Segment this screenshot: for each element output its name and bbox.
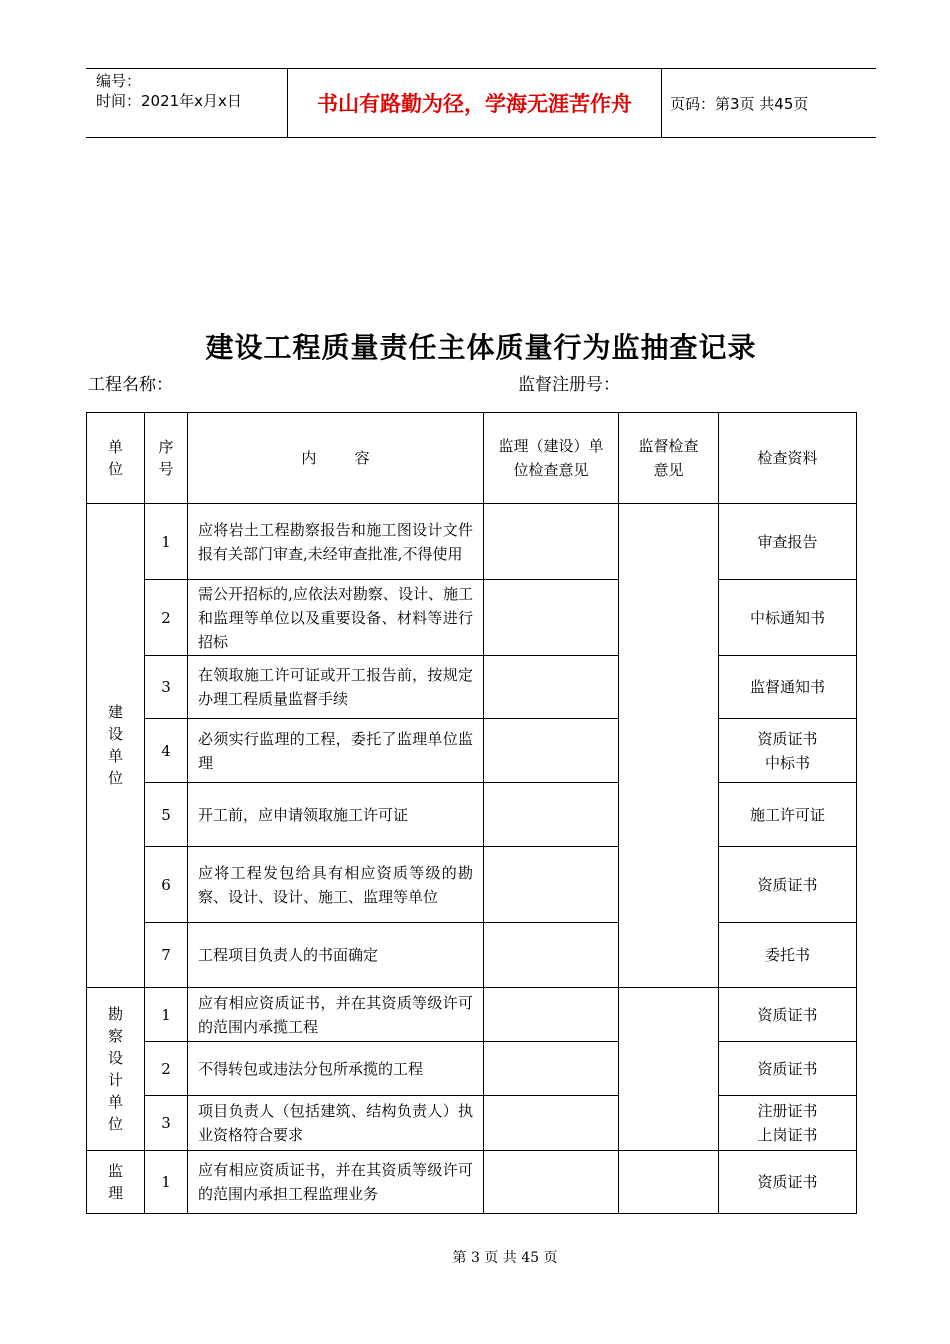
content-cell: 不得转包或违法分包所承揽的工程 <box>188 1042 484 1096</box>
table-row <box>87 1042 857 1096</box>
materials-cell: 委托书 <box>719 923 857 988</box>
table-row <box>87 847 857 923</box>
materials-cell: 注册证书 上岗证书 <box>719 1096 857 1151</box>
header-content: 内 容 <box>188 413 484 504</box>
supervisor-opinion-cell[interactable] <box>484 504 619 580</box>
supervisor-opinion-cell[interactable] <box>484 656 619 719</box>
seq-cell: 1 <box>145 988 188 1042</box>
inspection-record-table <box>86 412 857 1214</box>
supervision-number-field: 监督注册号： <box>518 375 620 395</box>
project-name-field: 工程名称： <box>88 375 173 395</box>
table-row <box>87 923 857 988</box>
table-row <box>87 504 857 580</box>
header-materials: 检查资料 <box>719 413 857 504</box>
content-cell: 应有相应资质证书，并在其资质等级许可的范围内承担工程监理业务 <box>188 1151 484 1214</box>
header-seq: 序号 <box>145 413 188 504</box>
content-cell: 应将岩土工程勘察报告和施工图设计文件报有关部门审查,未经审查批准,不得使用 <box>188 504 484 580</box>
materials-cell: 审查报告 <box>719 504 857 580</box>
table-row <box>87 988 857 1042</box>
seq-cell: 5 <box>145 783 188 847</box>
table-row <box>87 580 857 656</box>
content-cell: 需公开招标的,应依法对勘察、设计、施工和监理等单位以及重要设备、材料等进行招标 <box>188 580 484 656</box>
materials-cell: 监督通知书 <box>719 656 857 719</box>
supervisor-opinion-cell[interactable] <box>484 1151 619 1214</box>
supervisor-opinion-cell[interactable] <box>484 719 619 783</box>
seq-cell: 1 <box>145 504 188 580</box>
content-cell: 项目负责人（包括建筑、结构负责人）执业资格符合要求 <box>188 1096 484 1151</box>
content-cell: 应有相应资质证书，并在其资质等级许可的范围内承揽工程 <box>188 988 484 1042</box>
header-meta <box>96 71 286 111</box>
materials-cell: 资质证书 <box>719 847 857 923</box>
seq-cell: 2 <box>145 1042 188 1096</box>
seq-cell: 1 <box>145 1151 188 1214</box>
materials-cell: 施工许可证 <box>719 783 857 847</box>
inspection-opinion-cell[interactable] <box>619 504 719 988</box>
doc-time-label: 时间：2021年x月x日 <box>96 92 242 110</box>
document-title: 建设工程质量责任主体质量行为监抽查记录 <box>205 331 757 364</box>
header-inspection-opinion: 监督检查意见 <box>619 413 719 504</box>
content-cell: 应将工程发包给具有相应资质等级的勘察、设计、设计、施工、监理等单位 <box>188 847 484 923</box>
table-row <box>87 783 857 847</box>
materials-cell: 中标通知书 <box>719 580 857 656</box>
unit-cell-supervision: 监理 <box>87 1151 145 1214</box>
supervisor-opinion-cell[interactable] <box>484 580 619 656</box>
supervisor-opinion-cell[interactable] <box>484 1042 619 1096</box>
supervisor-opinion-cell[interactable] <box>484 923 619 988</box>
supervisor-opinion-cell[interactable] <box>484 988 619 1042</box>
seq-cell: 7 <box>145 923 188 988</box>
content-cell: 必须实行监理的工程，委托了监理单位监理 <box>188 719 484 783</box>
header-unit: 单位 <box>87 413 145 504</box>
inspection-opinion-cell[interactable] <box>619 1151 719 1214</box>
header-supervisor-opinion: 监理（建设）单位检查意见 <box>484 413 619 504</box>
unit-cell-construction: 建设单位 <box>87 504 145 988</box>
unit-cell-survey-design: 勘察设计单位 <box>87 988 145 1151</box>
seq-cell: 2 <box>145 580 188 656</box>
table-header-row <box>87 413 857 504</box>
inspection-opinion-cell[interactable] <box>619 988 719 1151</box>
materials-cell: 资质证书 中标书 <box>719 719 857 783</box>
page-header <box>86 68 876 138</box>
supervisor-opinion-cell[interactable] <box>484 783 619 847</box>
table-row <box>87 1151 857 1214</box>
content-cell: 开工前，应申请领取施工许可证 <box>188 783 484 847</box>
materials-cell: 资质证书 <box>719 1151 857 1214</box>
table-row <box>87 656 857 719</box>
materials-cell: 资质证书 <box>719 1042 857 1096</box>
seq-cell: 3 <box>145 656 188 719</box>
page-footer: 第 3 页 共 45 页 <box>452 1250 558 1266</box>
table-row <box>87 719 857 783</box>
content-cell: 在领取施工许可证或开工报告前，按规定办理工程质量监督手续 <box>188 656 484 719</box>
doc-number-label: 编号： <box>96 72 142 90</box>
seq-cell: 6 <box>145 847 188 923</box>
supervisor-opinion-cell[interactable] <box>484 1096 619 1151</box>
table-row <box>87 1096 857 1151</box>
materials-cell: 资质证书 <box>719 988 857 1042</box>
seq-cell: 4 <box>145 719 188 783</box>
header-motto: 书山有路勤为径，学海无涯苦作舟 <box>287 69 662 137</box>
header-page-label: 页码：第3页 共45页 <box>670 94 809 113</box>
seq-cell: 3 <box>145 1096 188 1151</box>
content-cell: 工程项目负责人的书面确定 <box>188 923 484 988</box>
supervisor-opinion-cell[interactable] <box>484 847 619 923</box>
